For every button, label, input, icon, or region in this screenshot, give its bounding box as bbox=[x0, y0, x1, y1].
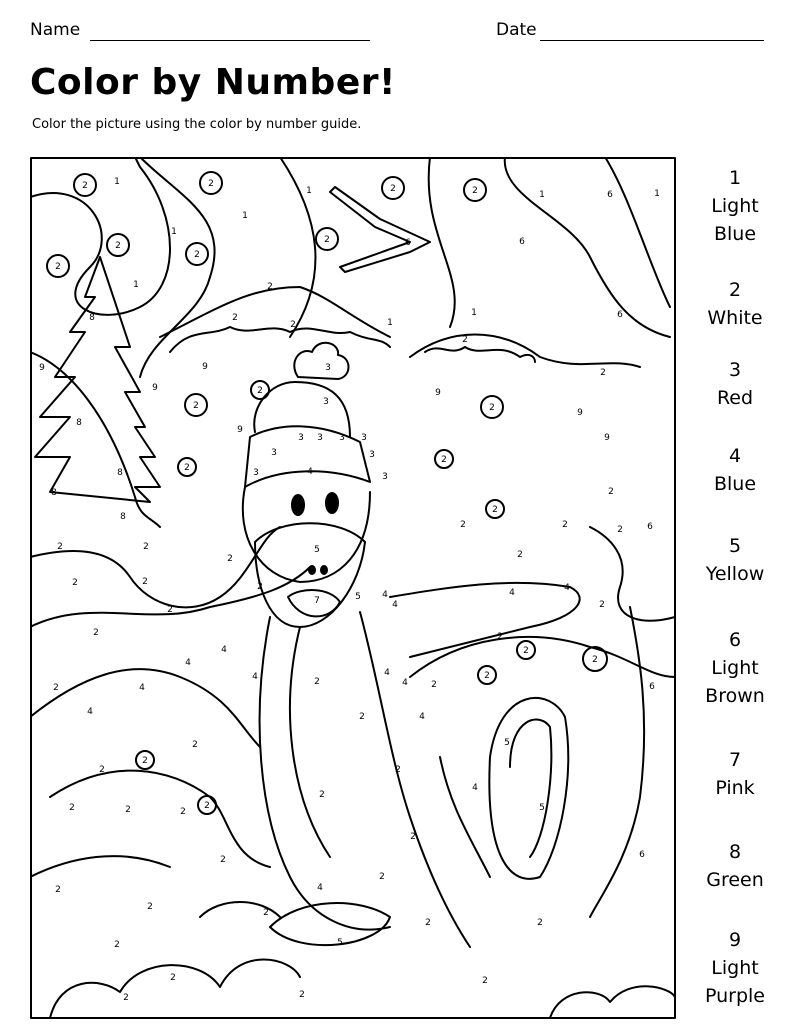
region-number: 2 bbox=[517, 550, 523, 560]
region-number: 6 bbox=[639, 850, 645, 860]
hat-band bbox=[245, 426, 370, 487]
region-number: 2 bbox=[431, 680, 437, 690]
penguin-body bbox=[360, 612, 470, 947]
region-outline bbox=[429, 157, 455, 327]
region-number: 2 bbox=[123, 993, 129, 1003]
mountain bbox=[160, 287, 390, 337]
region-number: 2 bbox=[314, 677, 320, 687]
coloring-picture[interactable] bbox=[30, 157, 676, 1019]
region-number: 4 bbox=[221, 645, 227, 655]
region-number: 1 bbox=[133, 280, 139, 290]
region-number: 2 bbox=[53, 683, 59, 693]
region-number: 4 bbox=[509, 588, 515, 598]
region-number: 8 bbox=[120, 512, 126, 522]
region-number: 9 bbox=[202, 362, 208, 372]
region-number: 2 bbox=[93, 628, 99, 638]
nostril bbox=[321, 566, 327, 574]
region-outline bbox=[410, 637, 675, 677]
region-number: 2 bbox=[57, 542, 63, 552]
region-number: 2 bbox=[608, 487, 614, 497]
region-number: 2 bbox=[497, 632, 503, 642]
region-number: 4 bbox=[139, 683, 145, 693]
legend-number: 8 bbox=[728, 841, 742, 863]
region-number: 4 bbox=[384, 668, 390, 678]
region-number: 2 bbox=[194, 250, 200, 260]
legend-number: 9 bbox=[728, 929, 742, 951]
region-number: 3 bbox=[339, 433, 345, 443]
region-number: 2 bbox=[390, 184, 396, 194]
legend-number: 5 bbox=[728, 535, 742, 557]
legend-number: 2 bbox=[728, 279, 742, 301]
region-number: 9 bbox=[577, 408, 583, 418]
page-title: Color by Number! bbox=[30, 62, 396, 103]
legend-item-7 bbox=[690, 746, 780, 802]
legend-color: White bbox=[707, 307, 763, 329]
region-number: 2 bbox=[482, 976, 488, 986]
region-number: 5 bbox=[355, 592, 361, 602]
legend-number: 6 bbox=[728, 629, 742, 651]
region-number: 2 bbox=[484, 671, 490, 681]
region-number: 9 bbox=[237, 425, 243, 435]
snow-mound bbox=[550, 986, 675, 1018]
region-number: 2 bbox=[72, 578, 78, 588]
region-number: 9 bbox=[39, 363, 45, 373]
legend-item-1 bbox=[690, 164, 780, 248]
region-number: 2 bbox=[184, 463, 190, 473]
pine-tree bbox=[35, 257, 160, 502]
region-number: 4 bbox=[392, 600, 398, 610]
legend-number: 4 bbox=[728, 445, 742, 467]
region-number: 2 bbox=[290, 320, 296, 330]
region-number: 3 bbox=[382, 472, 388, 482]
penguin-wing-inner bbox=[510, 720, 551, 857]
region-outline bbox=[30, 669, 260, 747]
region-number: 2 bbox=[319, 790, 325, 800]
region-number: 3 bbox=[317, 433, 323, 443]
region-number: 8 bbox=[76, 418, 82, 428]
name-field[interactable] bbox=[90, 40, 370, 41]
page-subtitle: Color the picture using the color by number guide. bbox=[32, 117, 362, 132]
snow-mound bbox=[50, 960, 300, 1019]
legend-color: Red bbox=[716, 387, 754, 409]
region-number: 4 bbox=[307, 467, 313, 477]
region-number: 2 bbox=[220, 855, 226, 865]
region-number: 2 bbox=[379, 872, 385, 882]
region-number: 6 bbox=[405, 238, 411, 248]
legend-item-3 bbox=[690, 356, 780, 412]
region-number: 2 bbox=[99, 765, 105, 775]
penguin-belly bbox=[290, 627, 330, 857]
legend-color: Yellow bbox=[705, 563, 765, 585]
legend-item-6 bbox=[690, 626, 780, 710]
region-number: 2 bbox=[193, 401, 199, 411]
region-number: 2 bbox=[460, 520, 466, 530]
region-number: 2 bbox=[142, 577, 148, 587]
hill bbox=[410, 335, 640, 368]
region-number: 4 bbox=[252, 672, 258, 682]
region-number: 2 bbox=[55, 262, 61, 272]
region-number: 2 bbox=[592, 655, 598, 665]
region-number: 2 bbox=[410, 832, 416, 842]
region-number: 1 bbox=[387, 318, 393, 328]
region-number: 1 bbox=[471, 308, 477, 318]
region-number: 4 bbox=[472, 783, 478, 793]
legend-color: Green bbox=[706, 869, 764, 891]
region-number: 2 bbox=[599, 600, 605, 610]
region-number: 2 bbox=[489, 403, 495, 413]
legend-number: 1 bbox=[728, 167, 742, 189]
region-number: 1 bbox=[114, 177, 120, 187]
region-outline bbox=[30, 157, 170, 315]
legend-item-8 bbox=[690, 838, 780, 894]
region-outline bbox=[390, 583, 580, 657]
region-number: 6 bbox=[519, 237, 525, 247]
legend-number: 7 bbox=[728, 749, 742, 771]
beak bbox=[255, 523, 365, 627]
region-number: 3 bbox=[369, 450, 375, 460]
region-number: 2 bbox=[192, 740, 198, 750]
region-number: 2 bbox=[617, 525, 623, 535]
penguin-foot bbox=[270, 903, 390, 945]
region-number: 2 bbox=[82, 181, 88, 191]
region-number: 2 bbox=[232, 313, 238, 323]
region-number: 2 bbox=[425, 918, 431, 928]
region-number: 4 bbox=[419, 712, 425, 722]
region-number: 3 bbox=[253, 468, 259, 478]
region-number: 2 bbox=[204, 801, 210, 811]
region-number: 9 bbox=[152, 383, 158, 393]
region-number: 3 bbox=[271, 448, 277, 458]
region-number: 2 bbox=[180, 807, 186, 817]
legend-color: Pink bbox=[715, 777, 755, 799]
eye-right bbox=[326, 493, 338, 513]
penguin-wing bbox=[489, 698, 568, 879]
legend-number: 3 bbox=[728, 359, 742, 381]
region-number: 8 bbox=[117, 468, 123, 478]
region-number: 4 bbox=[402, 678, 408, 688]
region-number: 1 bbox=[171, 227, 177, 237]
region-number: 6 bbox=[649, 682, 655, 692]
legend-item-9 bbox=[690, 926, 780, 1010]
date-field[interactable] bbox=[540, 40, 764, 41]
region-number: 4 bbox=[564, 583, 570, 593]
region-number: 2 bbox=[562, 520, 568, 530]
region-number: 3 bbox=[325, 363, 331, 373]
region-number: 5 bbox=[314, 545, 320, 555]
hill-snow bbox=[425, 347, 535, 362]
picture-frame bbox=[31, 158, 675, 1018]
mountain-snow bbox=[170, 327, 390, 352]
region-outline bbox=[440, 757, 490, 877]
legend-color: Light Purple bbox=[704, 957, 765, 1007]
region-number: 2 bbox=[170, 973, 176, 983]
region-number: 2 bbox=[142, 756, 148, 766]
region-number: 6 bbox=[607, 190, 613, 200]
region-number: 2 bbox=[147, 902, 153, 912]
region-outline bbox=[30, 856, 170, 877]
region-number: 2 bbox=[324, 235, 330, 245]
region-number: 2 bbox=[492, 505, 498, 515]
region-number: 2 bbox=[257, 582, 263, 592]
region-number: 2 bbox=[208, 179, 214, 189]
region-number: 6 bbox=[617, 310, 623, 320]
region-number: 2 bbox=[395, 765, 401, 775]
region-number: 2 bbox=[267, 282, 273, 292]
region-number: 2 bbox=[55, 885, 61, 895]
region-number: 2 bbox=[115, 241, 121, 251]
region-number: 3 bbox=[361, 433, 367, 443]
region-number: 8 bbox=[89, 313, 95, 323]
hat-pompom bbox=[294, 343, 348, 379]
region-number: 2 bbox=[257, 386, 263, 396]
region-number: 2 bbox=[462, 335, 468, 345]
region-number: 2 bbox=[537, 918, 543, 928]
legend-item-2 bbox=[690, 276, 780, 332]
region-number: 3 bbox=[298, 433, 304, 443]
region-number: 4 bbox=[185, 658, 191, 668]
region-number: 6 bbox=[647, 522, 653, 532]
region-number: 7 bbox=[314, 596, 320, 606]
region-number: 5 bbox=[504, 738, 510, 748]
region-number: 2 bbox=[69, 803, 75, 813]
region-number: 2 bbox=[227, 554, 233, 564]
penguin-body bbox=[260, 617, 390, 930]
region-number: 2 bbox=[472, 186, 478, 196]
region-number: 2 bbox=[263, 908, 269, 918]
region-number: 1 bbox=[306, 186, 312, 196]
region-number: 2 bbox=[523, 646, 529, 656]
region-number: 2 bbox=[441, 455, 447, 465]
region-number: 1 bbox=[539, 190, 545, 200]
legend-item-5 bbox=[690, 532, 780, 588]
region-number: 3 bbox=[323, 397, 329, 407]
region-outline bbox=[280, 157, 315, 337]
region-number: 2 bbox=[359, 712, 365, 722]
region-number: 8 bbox=[51, 488, 57, 498]
legend-item-4 bbox=[690, 442, 780, 498]
date-label: Date bbox=[496, 20, 537, 40]
region-number: 2 bbox=[114, 940, 120, 950]
region-outline bbox=[50, 771, 270, 867]
region-number: 4 bbox=[382, 590, 388, 600]
region-outline bbox=[30, 567, 310, 627]
region-number: 2 bbox=[600, 368, 606, 378]
eye-left bbox=[292, 495, 304, 515]
legend-color: Light Brown bbox=[705, 657, 765, 707]
region-outline bbox=[30, 527, 280, 607]
region-number: 4 bbox=[317, 883, 323, 893]
legend-color: Light Blue bbox=[711, 195, 759, 245]
region-number: 2 bbox=[125, 805, 131, 815]
region-number: 5 bbox=[337, 938, 343, 948]
region-number: 5 bbox=[539, 803, 545, 813]
legend-color: Blue bbox=[713, 473, 757, 495]
region-number: 4 bbox=[87, 707, 93, 717]
name-label: Name bbox=[30, 20, 81, 40]
branch bbox=[330, 187, 430, 272]
region-number: 2 bbox=[167, 605, 173, 615]
region-outline bbox=[605, 157, 670, 307]
region-number: 1 bbox=[654, 189, 660, 199]
penguin-head bbox=[243, 487, 370, 582]
region-number: 1 bbox=[242, 211, 248, 221]
region-number: 9 bbox=[435, 388, 441, 398]
region-number: 2 bbox=[299, 990, 305, 1000]
region-number: 2 bbox=[143, 542, 149, 552]
region-outline bbox=[590, 607, 644, 917]
region-number: 9 bbox=[604, 433, 610, 443]
